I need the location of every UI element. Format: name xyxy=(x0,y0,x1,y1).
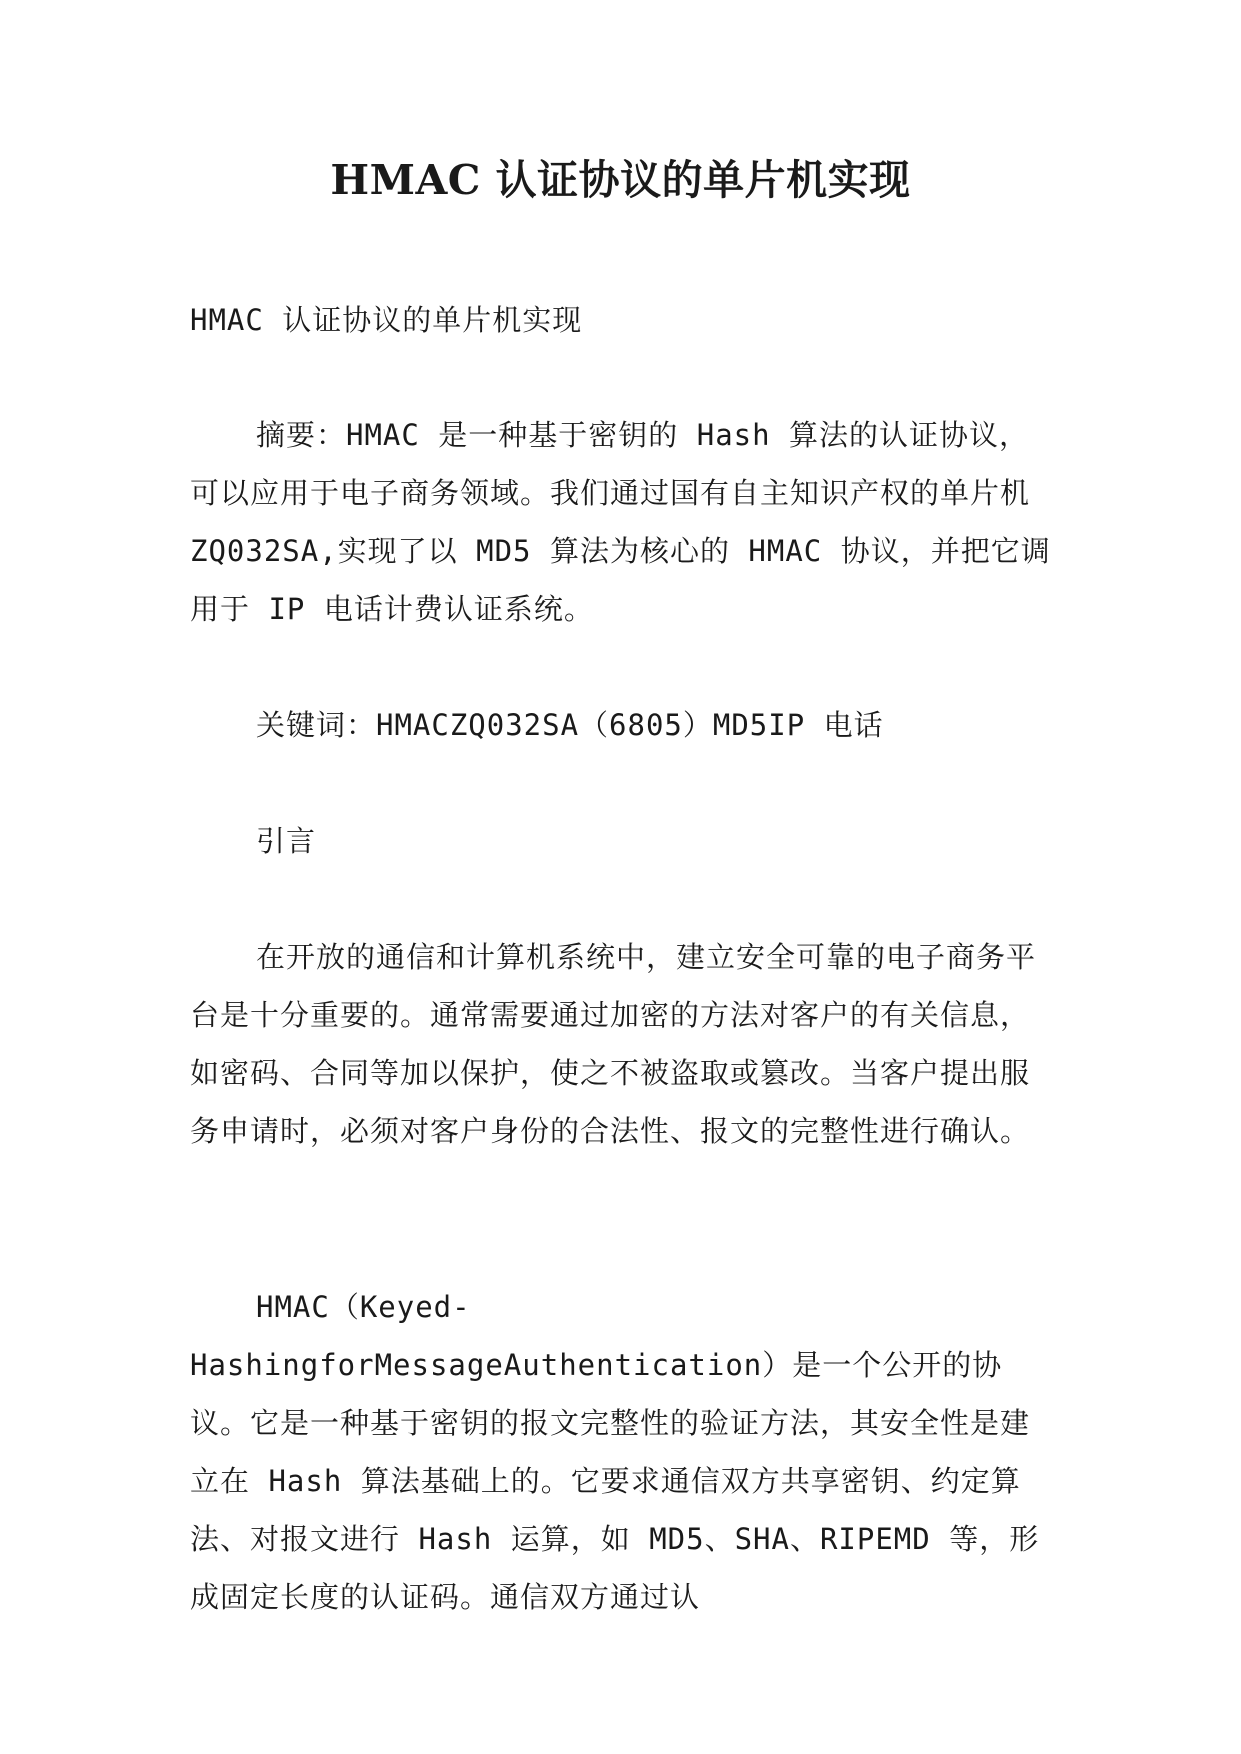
keywords-line: 关键词：HMACZQ032SA（6805）MD5IP 电话 xyxy=(256,708,884,742)
body-paragraph: 在开放的通信和计算机系统中，建立安全可靠的电子商务平台是十分重要的。通常需要通过加密的方法对客户的有关信息，如密码、合同等加以保护，使之不被盗取或篡改。当客户提出服务申请时，必须对客户身份的合法性、报文的完整性进行确认。 xyxy=(190,940,1037,1148)
body-paragraph: HMAC（Keyed-HashingforMessageAuthentication）是一个公开的协议。它是一种基于密钥的报文完整性的验证方法，其安全性是建立在 Hash 算法基础上的。它要求通信双方共享密钥、约定算法、对报文进行 Hash 运算，如 MD5、SHA、RIPEMD 等，形成固定长度的认证码。通信双方通过认 xyxy=(190,1290,1040,1614)
document-subtitle: HMAC 认证协议的单片机实现 xyxy=(190,303,583,337)
abstract-paragraph: 摘要：HMAC 是一种基于密钥的 Hash 算法的认证协议，可以应用于电子商务领域。我们通过国有自主知识产权的单片机 ZQ032SA,实现了以 MD5 算法为核心的 HMAC 协议，并把它调用于 IP 电话计费认证系统。 xyxy=(190,418,1051,626)
section-heading-intro: 引言 xyxy=(256,824,317,858)
document-title: HMAC 认证协议的单片机实现 xyxy=(330,156,911,204)
